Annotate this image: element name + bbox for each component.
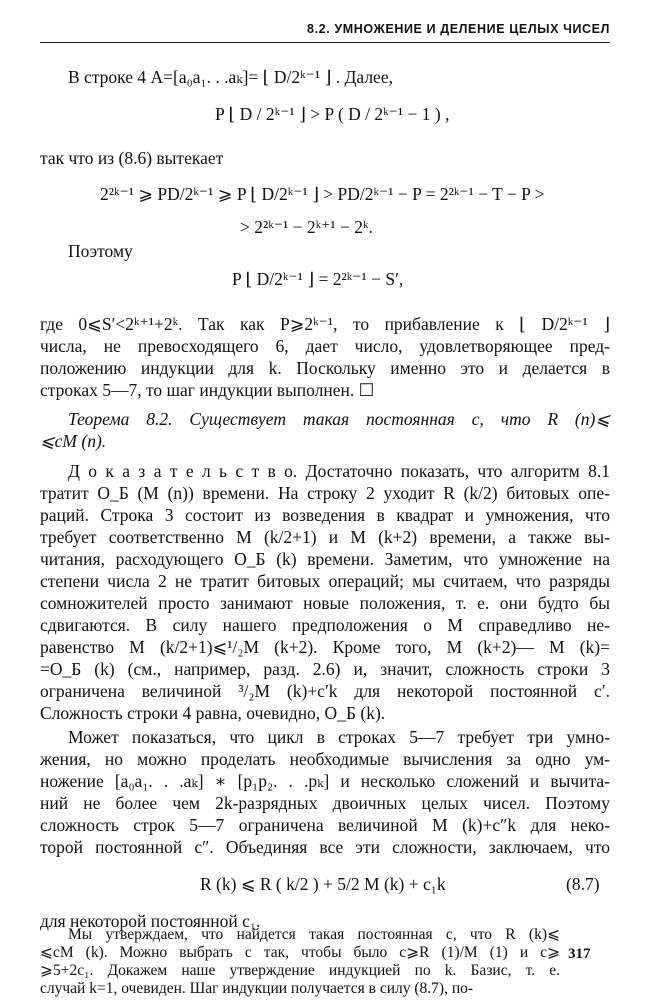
theorem-line: Теорема 8.2. Существует такая постоянная c, что R (n)⩽ [68, 409, 610, 429]
text-line: ний не более чем 2k-разрядных двоичных целых чисел. Поэтому [40, 793, 610, 813]
theorem-line: ⩽cM (n). [40, 431, 107, 451]
text-line: ножение [a₀a₁. . .aₖ] ∗ [p₁p₂. . .pₖ] и несколько сложений и вычита- [40, 771, 610, 791]
text-line: так что из (8.6) вытекает [40, 148, 224, 168]
page-number: 317 [568, 946, 591, 962]
text-line: В строке 4 A=[a₀a₁. . .aₖ]= ⌊ D/2ᵏ⁻¹ ⌋ . Далее, [68, 67, 393, 87]
equation-2b: > 2²ᵏ⁻¹ − 2ᵏ⁺¹ − 2ᵏ. [240, 217, 373, 237]
text-line: строках 5—7, то шаг индукции выполнен. ☐ [40, 380, 375, 400]
equation-2a: 2²ᵏ⁻¹ ⩾ PD/2ᵏ⁻¹ ⩾ P ⌊ D/2ᵏ⁻¹ ⌋ > PD/2ᵏ⁻¹ − P = 2²ᵏ⁻¹ − T − P > [100, 184, 545, 204]
text-line: сложность строк 5—7 ограничена величиной M (k)+c″k для неко- [40, 815, 610, 835]
equation-3: P ⌊ D/2ᵏ⁻¹ ⌋ = 2²ᵏ⁻¹ − S′, [232, 269, 404, 289]
text-line: Д о к а з а т е л ь с т в о. Достаточно показать, что алгоритм 8.1 [68, 461, 610, 481]
running-header [40, 20, 610, 43]
text-line: =O_Б (k) (см., например, разд. 2.6) и, значит, сложность строки 3 [40, 659, 610, 679]
text-line: ⩽cM (k). Можно выбрать c так, чтобы было c⩾R (1)/M (1) и c⩾ [40, 944, 560, 961]
equation-1: P ⌊ D / 2ᵏ⁻¹ ⌋ > P ( D / 2ᵏ⁻¹ − 1 ) , [215, 104, 450, 124]
text-line: раций. Строка 3 состоит из возведения в квадрат и умножения, что [40, 505, 610, 525]
equation-4: R (k) ⩽ R ( k/2 ) + 5/2 M (k) + c₁k [200, 874, 446, 894]
running-title: 8.2. УМНОЖЕНИЕ И ДЕЛЕНИЕ ЦЕЛЫХ ЧИСЕЛ [307, 22, 610, 36]
text-line: ограничена величиной ³/₂M (k)+c′k для некоторой постоянной c′. [40, 681, 610, 701]
text-line: где 0⩽S′<2ᵏ⁺¹+2ᵏ. Так как P⩾2ᵏ⁻¹, то прибавление к ⌊ D/2ᵏ⁻¹ ⌋ [40, 314, 610, 334]
text-line: степени числа 2 не тратит битовых операций; мы считаем, что разряды [40, 571, 610, 591]
text-line: Сложность строки 4 равна, очевидно, O_Б (k). [40, 703, 386, 723]
text-line: жения, но можно проделать необходимые вычисления за одно ум- [40, 749, 610, 769]
text-line: числа, не превосходящего 6, дает число, удовлетворяющее пред- [40, 336, 610, 356]
text-line: Поэтому [68, 241, 133, 261]
text-line: Может показаться, что цикл в строках 5—7 требует три умно- [68, 727, 610, 747]
text-line: сомножителей просто занимают новые положения, т. е. они будто бы [40, 593, 610, 613]
text-line: для некоторой постоянной c₁. [40, 911, 261, 931]
text-line: Мы утверждаем, что найдется такая постоянная c, что R (k)⩽ [68, 926, 560, 943]
text-line: ⩾5+2c₁. Докажем наше утверждение индукцией по k. Базис, т. е. [40, 962, 560, 979]
text-line: требует соответственно M (k/2+1) и M (k+2) времени, а также вы- [40, 527, 610, 547]
text-line: читания, расходующего O_Б (k) времени. Заметим, что умножение на [40, 549, 610, 569]
equation-number: (8.7) [566, 874, 600, 894]
text-line: равенство M (k/2+1)⩽¹/₂M (k+2). Кроме того, M (k+2)— M (k)= [40, 637, 610, 657]
text-line: положению индукции для k. Поскольку именно это и делается в [40, 358, 610, 378]
text-line: сдвигаются. В силу нашего предположения о M справедливо не- [40, 615, 610, 635]
text-line: тратит O_Б (M (n)) времени. На строку 2 уходит R (k/2) битовых опе- [40, 483, 610, 503]
text-line: случай k=1, очевиден. Шаг индукции получается в силу (8.7), по- [40, 980, 474, 997]
text-line: торой постоянной c″. Объединяя все эти сложности, заключаем, что [40, 837, 610, 857]
